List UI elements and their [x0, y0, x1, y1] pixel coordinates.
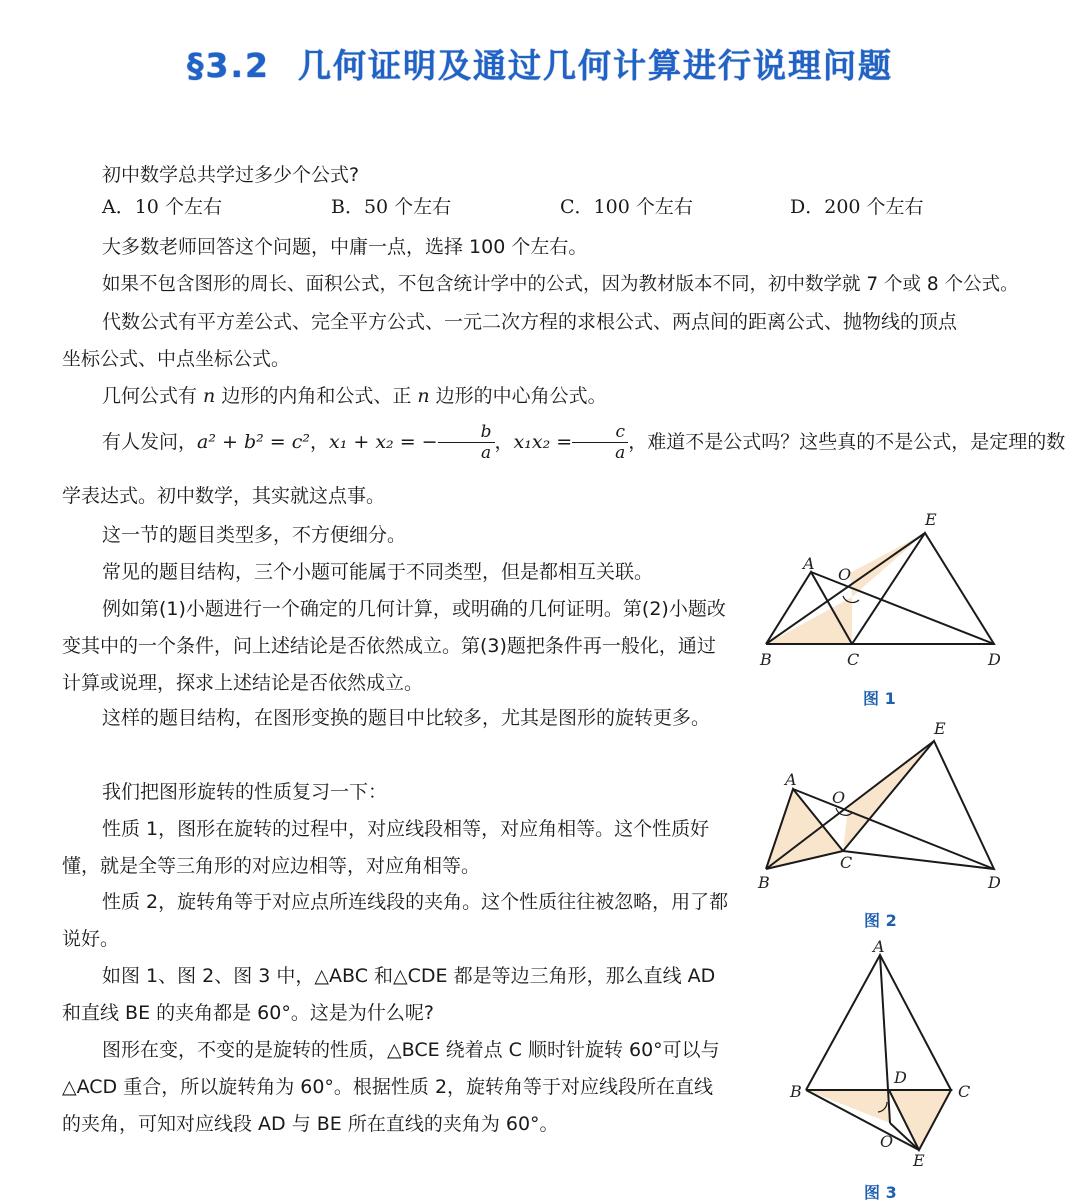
p5-post: ，难道不是公式吗？这些真的不是公式，是定理的数	[628, 431, 1066, 453]
paragraph-2: 如果不包含图形的周长、面积公式，不包含统计学中的公式，因为教材版本不同，初中数学就 7 个或 8 个公式。	[102, 274, 1019, 295]
section-number: §3.2	[187, 46, 270, 85]
paragraph-13: 如图 1、图 2、图 3 中，△ABC 和△CDE 都是等边三角形，那么直线 AD 和直线 BE 的夹角都是 60°。这是为什么呢?	[62, 965, 716, 1024]
formula-pythagoras: a² + b² = c²	[197, 431, 310, 453]
paragraph-12: 性质 2，旋转角等于对应点所连线段的夹角。这个性质往往被忽略，用了都说好。	[62, 891, 729, 950]
fig1-label-e: E	[925, 510, 937, 529]
paragraph-4	[62, 378, 607, 415]
paragraph-3b: 坐标公式、中点坐标公式。	[62, 348, 291, 370]
section-title: 几何证明及通过几何计算进行说理问题	[297, 46, 893, 85]
paragraph-10: 我们把图形旋转的性质复习一下：	[102, 781, 388, 803]
p4-pre: 几何公式有	[102, 385, 204, 407]
question-text: 初中数学总共学过多少个公式?	[102, 164, 360, 186]
paragraph-1: 大多数老师回答这个问题，中庸一点，选择 100 个左右。	[102, 236, 588, 258]
fig3-shade-right	[889, 1090, 951, 1150]
fig3-shade-left	[806, 1090, 890, 1123]
figure-3-diagram	[780, 935, 980, 1175]
n-symbol-1: n	[203, 385, 216, 407]
figure-1-diagram	[750, 505, 1030, 675]
page-title	[0, 40, 1080, 87]
option-b: B．50 个左右	[331, 196, 452, 218]
fraction-c-a: $\frac{c}{a}$	[572, 422, 628, 463]
fig1-label-o: O	[838, 565, 852, 584]
fig2-label-e: E	[934, 719, 946, 738]
figure-3-caption: 图 3	[864, 1183, 897, 1202]
fig3-triangle-abc	[806, 955, 951, 1090]
fig1-label-b: B	[760, 650, 772, 669]
fig1-label-a: A	[803, 554, 815, 573]
fraction-b-a: $\frac{b}{a}$	[438, 422, 495, 463]
p4-post: 边形的中心角公式。	[429, 385, 607, 407]
paragraph-5: 有人发问，a² + b² = c²，x₁ + x₂ = − $\frac{b}{a}$ ，x₁x₂ = $\frac{c}{a}$ ，难道不是公式吗？这些真的不是公式，是定理的数	[102, 422, 1066, 463]
fig1-label-c: C	[847, 650, 860, 669]
paragraph-5b: 学表达式。初中数学，其实就这点事。	[62, 485, 386, 507]
paragraph-3a: 代数公式有平方差公式、完全平方公式、一元二次方程的求根公式、两点间的距离公式、抛物线的顶点	[102, 311, 958, 333]
fig3-label-e: E	[913, 1151, 925, 1170]
fig3-label-c: C	[958, 1082, 971, 1101]
figure-1-caption: 图 1	[863, 689, 896, 708]
fig1-shade-right	[850, 533, 925, 597]
paragraph-7: 常见的题目结构，三个小题可能属于不同类型，但是都相互关联。	[102, 561, 654, 583]
p4-mid: 边形的内角和公式、正	[215, 385, 418, 407]
p5-pre: 有人发问，	[102, 431, 198, 453]
option-a: A．10 个左右	[102, 196, 222, 218]
fig3-label-d: D	[894, 1068, 907, 1087]
fig2-label-o: O	[832, 788, 846, 807]
formula-product: x₁x₂ =	[513, 431, 573, 453]
paragraph-11: 性质 1，图形在旋转的过程中，对应线段相等，对应角相等。这个性质好懂，就是全等三角形的对应边相等，对应角相等。	[62, 818, 710, 877]
paragraph-9: 这样的题目结构，在图形变换的题目中比较多，尤其是图形的旋转更多。	[102, 707, 711, 729]
fig3-label-b: B	[790, 1082, 802, 1101]
figure-2-caption: 图 2	[864, 911, 897, 930]
option-c: C．100 个左右	[560, 196, 693, 218]
formula-sum: x₁ + x₂ = −	[329, 431, 438, 453]
fig2-label-c: C	[840, 853, 853, 872]
paragraph-8: 例如第(1)小题进行一个确定的几何计算，或明确的几何证明。第(2)小题改变其中的一个条件，问上述结论是否依然成立。第(3)题把条件再一般化，通过计算或说理，探求上述结论是否依然成立。	[62, 598, 726, 694]
n-symbol-2: n	[417, 385, 430, 407]
fig2-label-b: B	[758, 873, 770, 892]
fig1-label-d: D	[988, 650, 1001, 669]
fig1-triangle-cde	[852, 533, 994, 644]
option-d: D．200 个左右	[790, 196, 924, 218]
figure-2-diagram	[750, 715, 1030, 895]
fig2-label-a: A	[785, 770, 797, 789]
fig3-label-o: O	[880, 1132, 894, 1151]
fig2-label-d: D	[988, 873, 1001, 892]
paragraph-6: 这一节的题目类型多，不方便细分。	[102, 524, 407, 546]
paragraph-14: 图形在变，不变的是旋转的性质，△BCE 绕着点 C 顺时针旋转 60°可以与△ACD 重合，所以旋转角为 60°。根据性质 2，旋转角等于对应线段所在直线的夹角，可知对应线段 AD 与 BE 所在直线的夹角为 60°。	[62, 1039, 720, 1135]
fig3-label-a: A	[873, 937, 885, 956]
